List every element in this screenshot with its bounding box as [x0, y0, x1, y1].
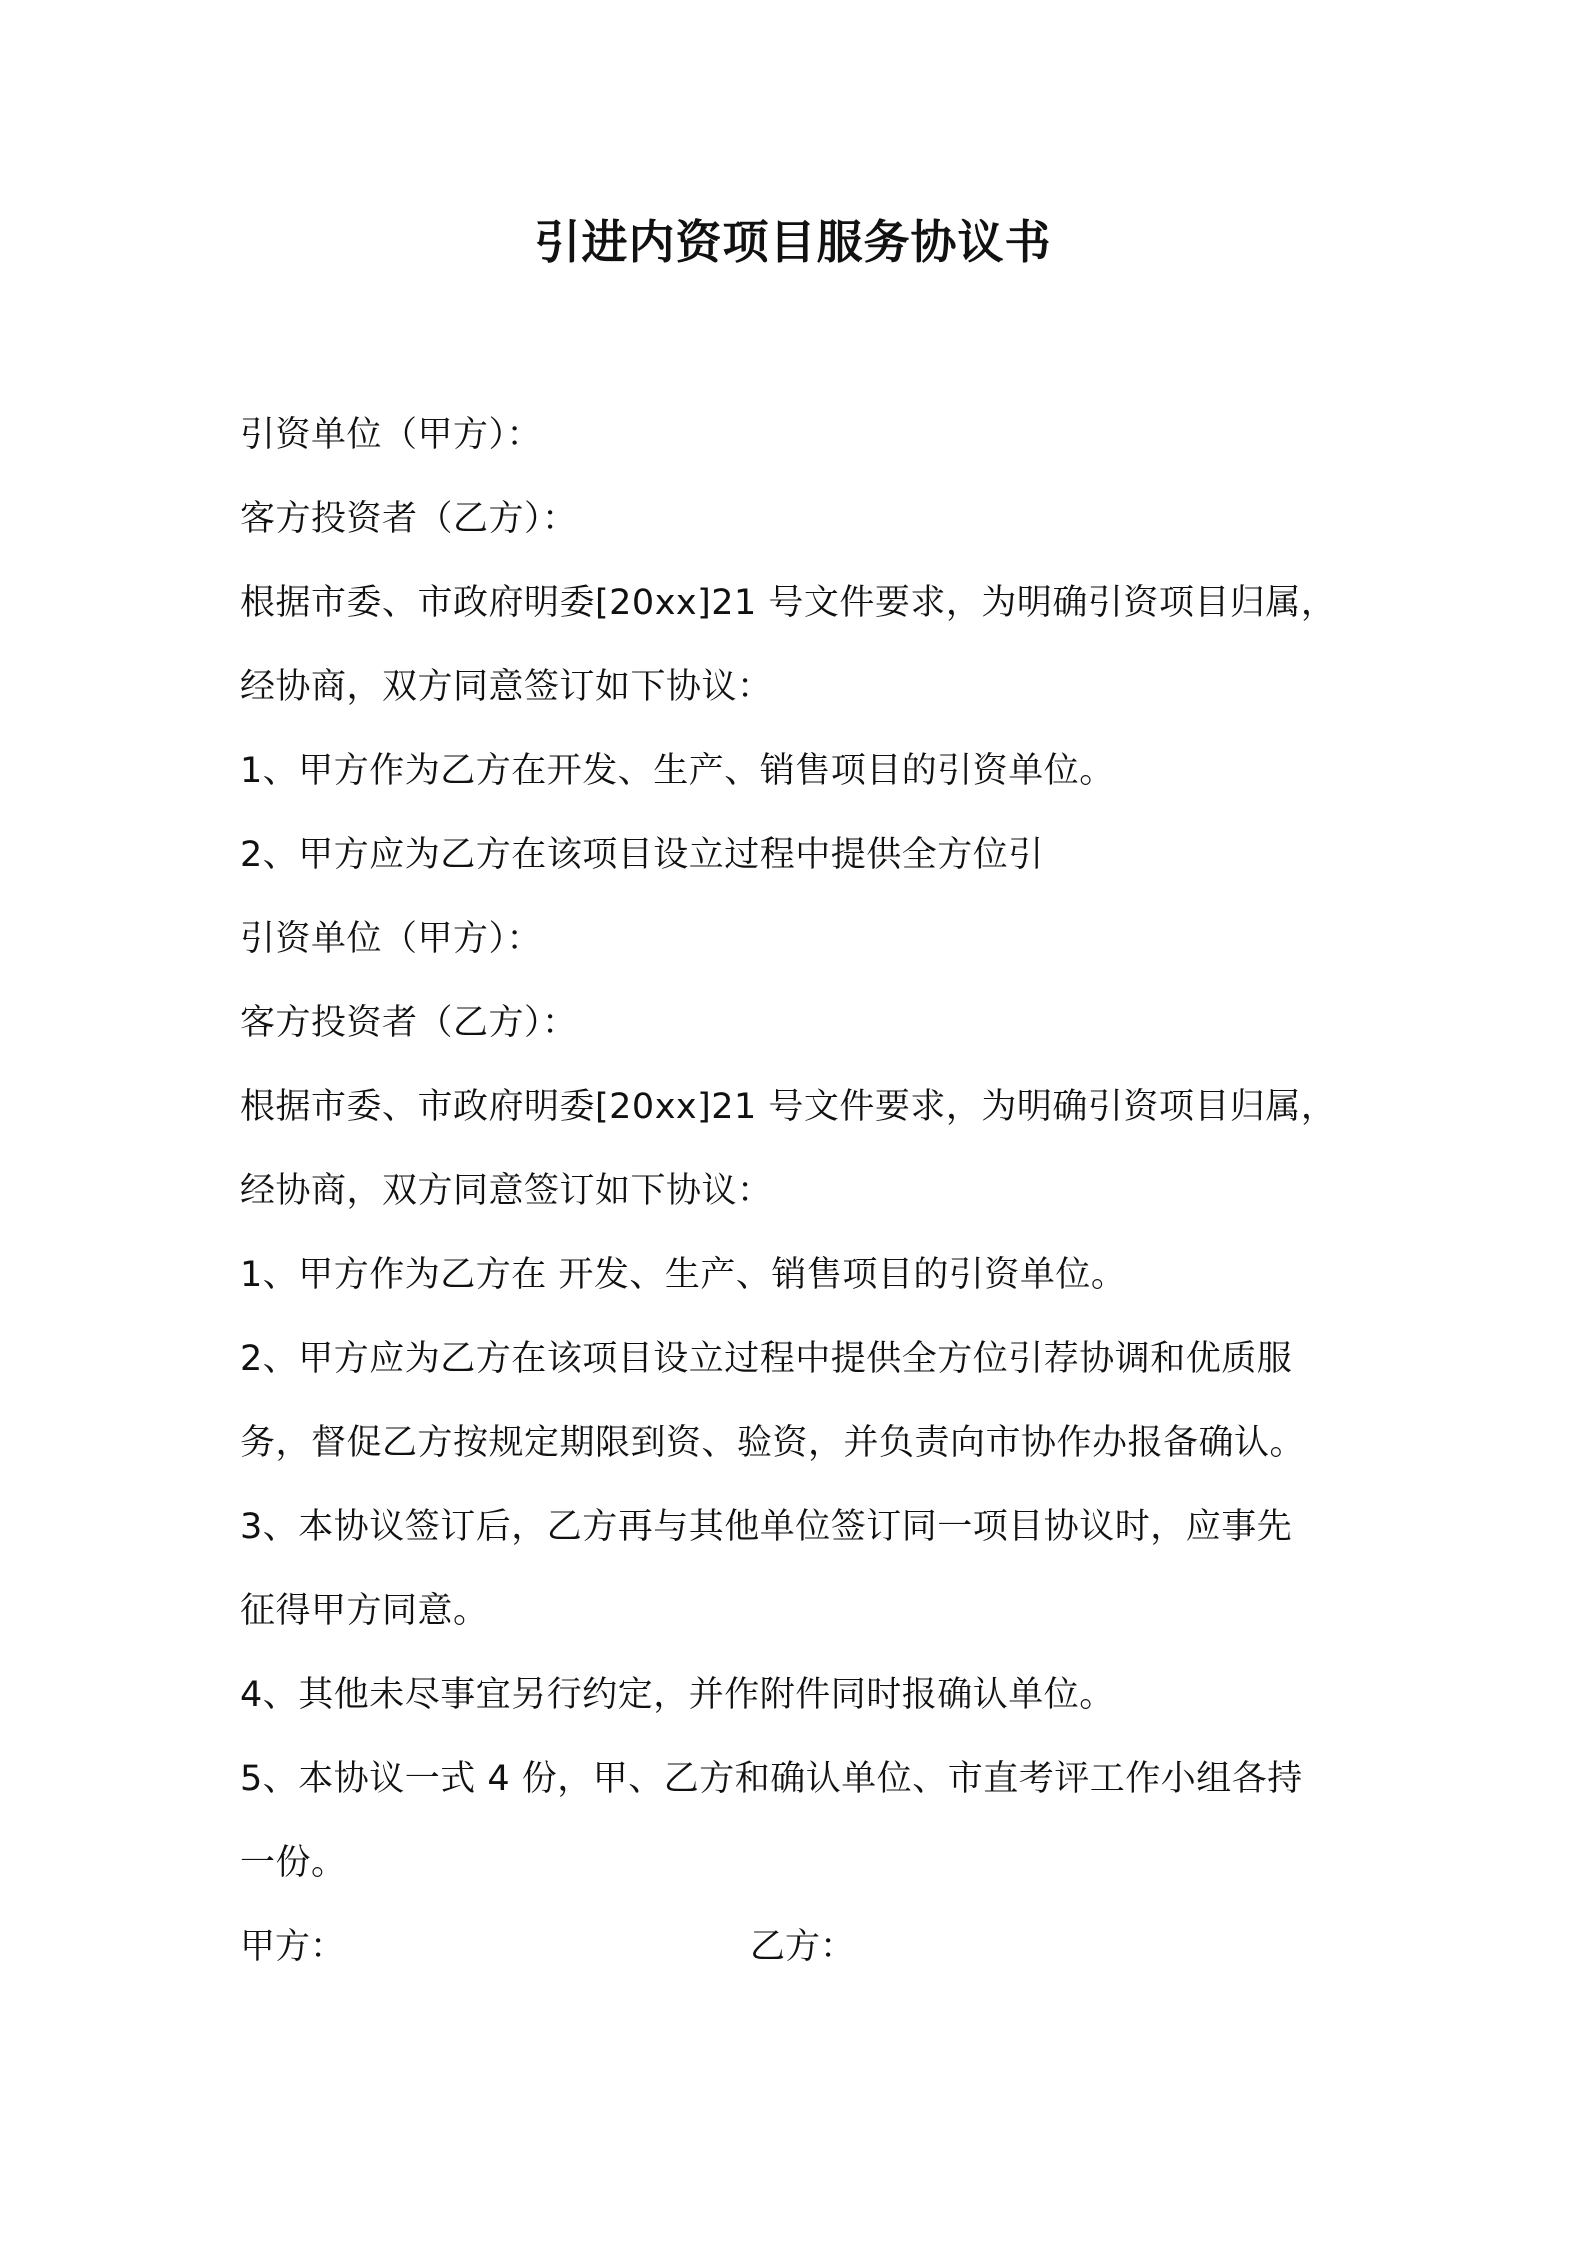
line-clause-5: 5、本协议一式 4 份，甲、乙方和确认单位、市直考评工作小组各持 — [240, 1759, 1303, 1799]
signature-party-a: 甲方： — [240, 1927, 346, 1967]
line-clause-1-repeat: 1、甲方作为乙方在 开发、生产、销售项目的引资单位。 — [240, 1255, 1127, 1295]
line-clause-5-continued: 一份。 — [240, 1843, 347, 1883]
document-title: 引进内资项目服务协议书 — [534, 215, 1052, 269]
line-investor: 客方投资者（乙方）： — [240, 499, 578, 539]
line-basis-continued-repeat: 经协商，双方同意签订如下协议： — [240, 1171, 773, 1211]
line-clause-3: 3、本协议签订后，乙方再与其他单位签订同一项目协议时，应事先 — [240, 1507, 1293, 1547]
line-investor-repeat: 客方投资者（乙方）： — [240, 1003, 578, 1043]
line-clause-1: 1、甲方作为乙方在开发、生产、销售项目的引资单位。 — [240, 751, 1115, 791]
line-investing-unit: 引资单位（甲方）： — [240, 415, 543, 455]
line-clause-2: 2、甲方应为乙方在该项目设立过程中提供全方位引荐协调和优质服 — [240, 1339, 1293, 1379]
line-basis-continued: 经协商，双方同意签订如下协议： — [240, 667, 773, 707]
line-clause-2-partial: 2、甲方应为乙方在该项目设立过程中提供全方位引 — [240, 835, 1044, 875]
line-investing-unit-repeat: 引资单位（甲方）： — [240, 919, 543, 959]
line-clause-2-continued: 务，督促乙方按规定期限到资、验资，并负责向市协作办报备确认。 — [240, 1423, 1306, 1463]
line-basis: 根据市委、市政府明委[20xx]21 号文件要求，为明确引资项目归属， — [240, 583, 1337, 623]
signature-party-b: 乙方： — [750, 1927, 856, 1967]
line-clause-3-continued: 征得甲方同意。 — [240, 1591, 489, 1631]
line-clause-4: 4、其他未尽事宜另行约定，并作附件同时报确认单位。 — [240, 1675, 1115, 1715]
line-basis-repeat: 根据市委、市政府明委[20xx]21 号文件要求，为明确引资项目归属， — [240, 1087, 1337, 1127]
